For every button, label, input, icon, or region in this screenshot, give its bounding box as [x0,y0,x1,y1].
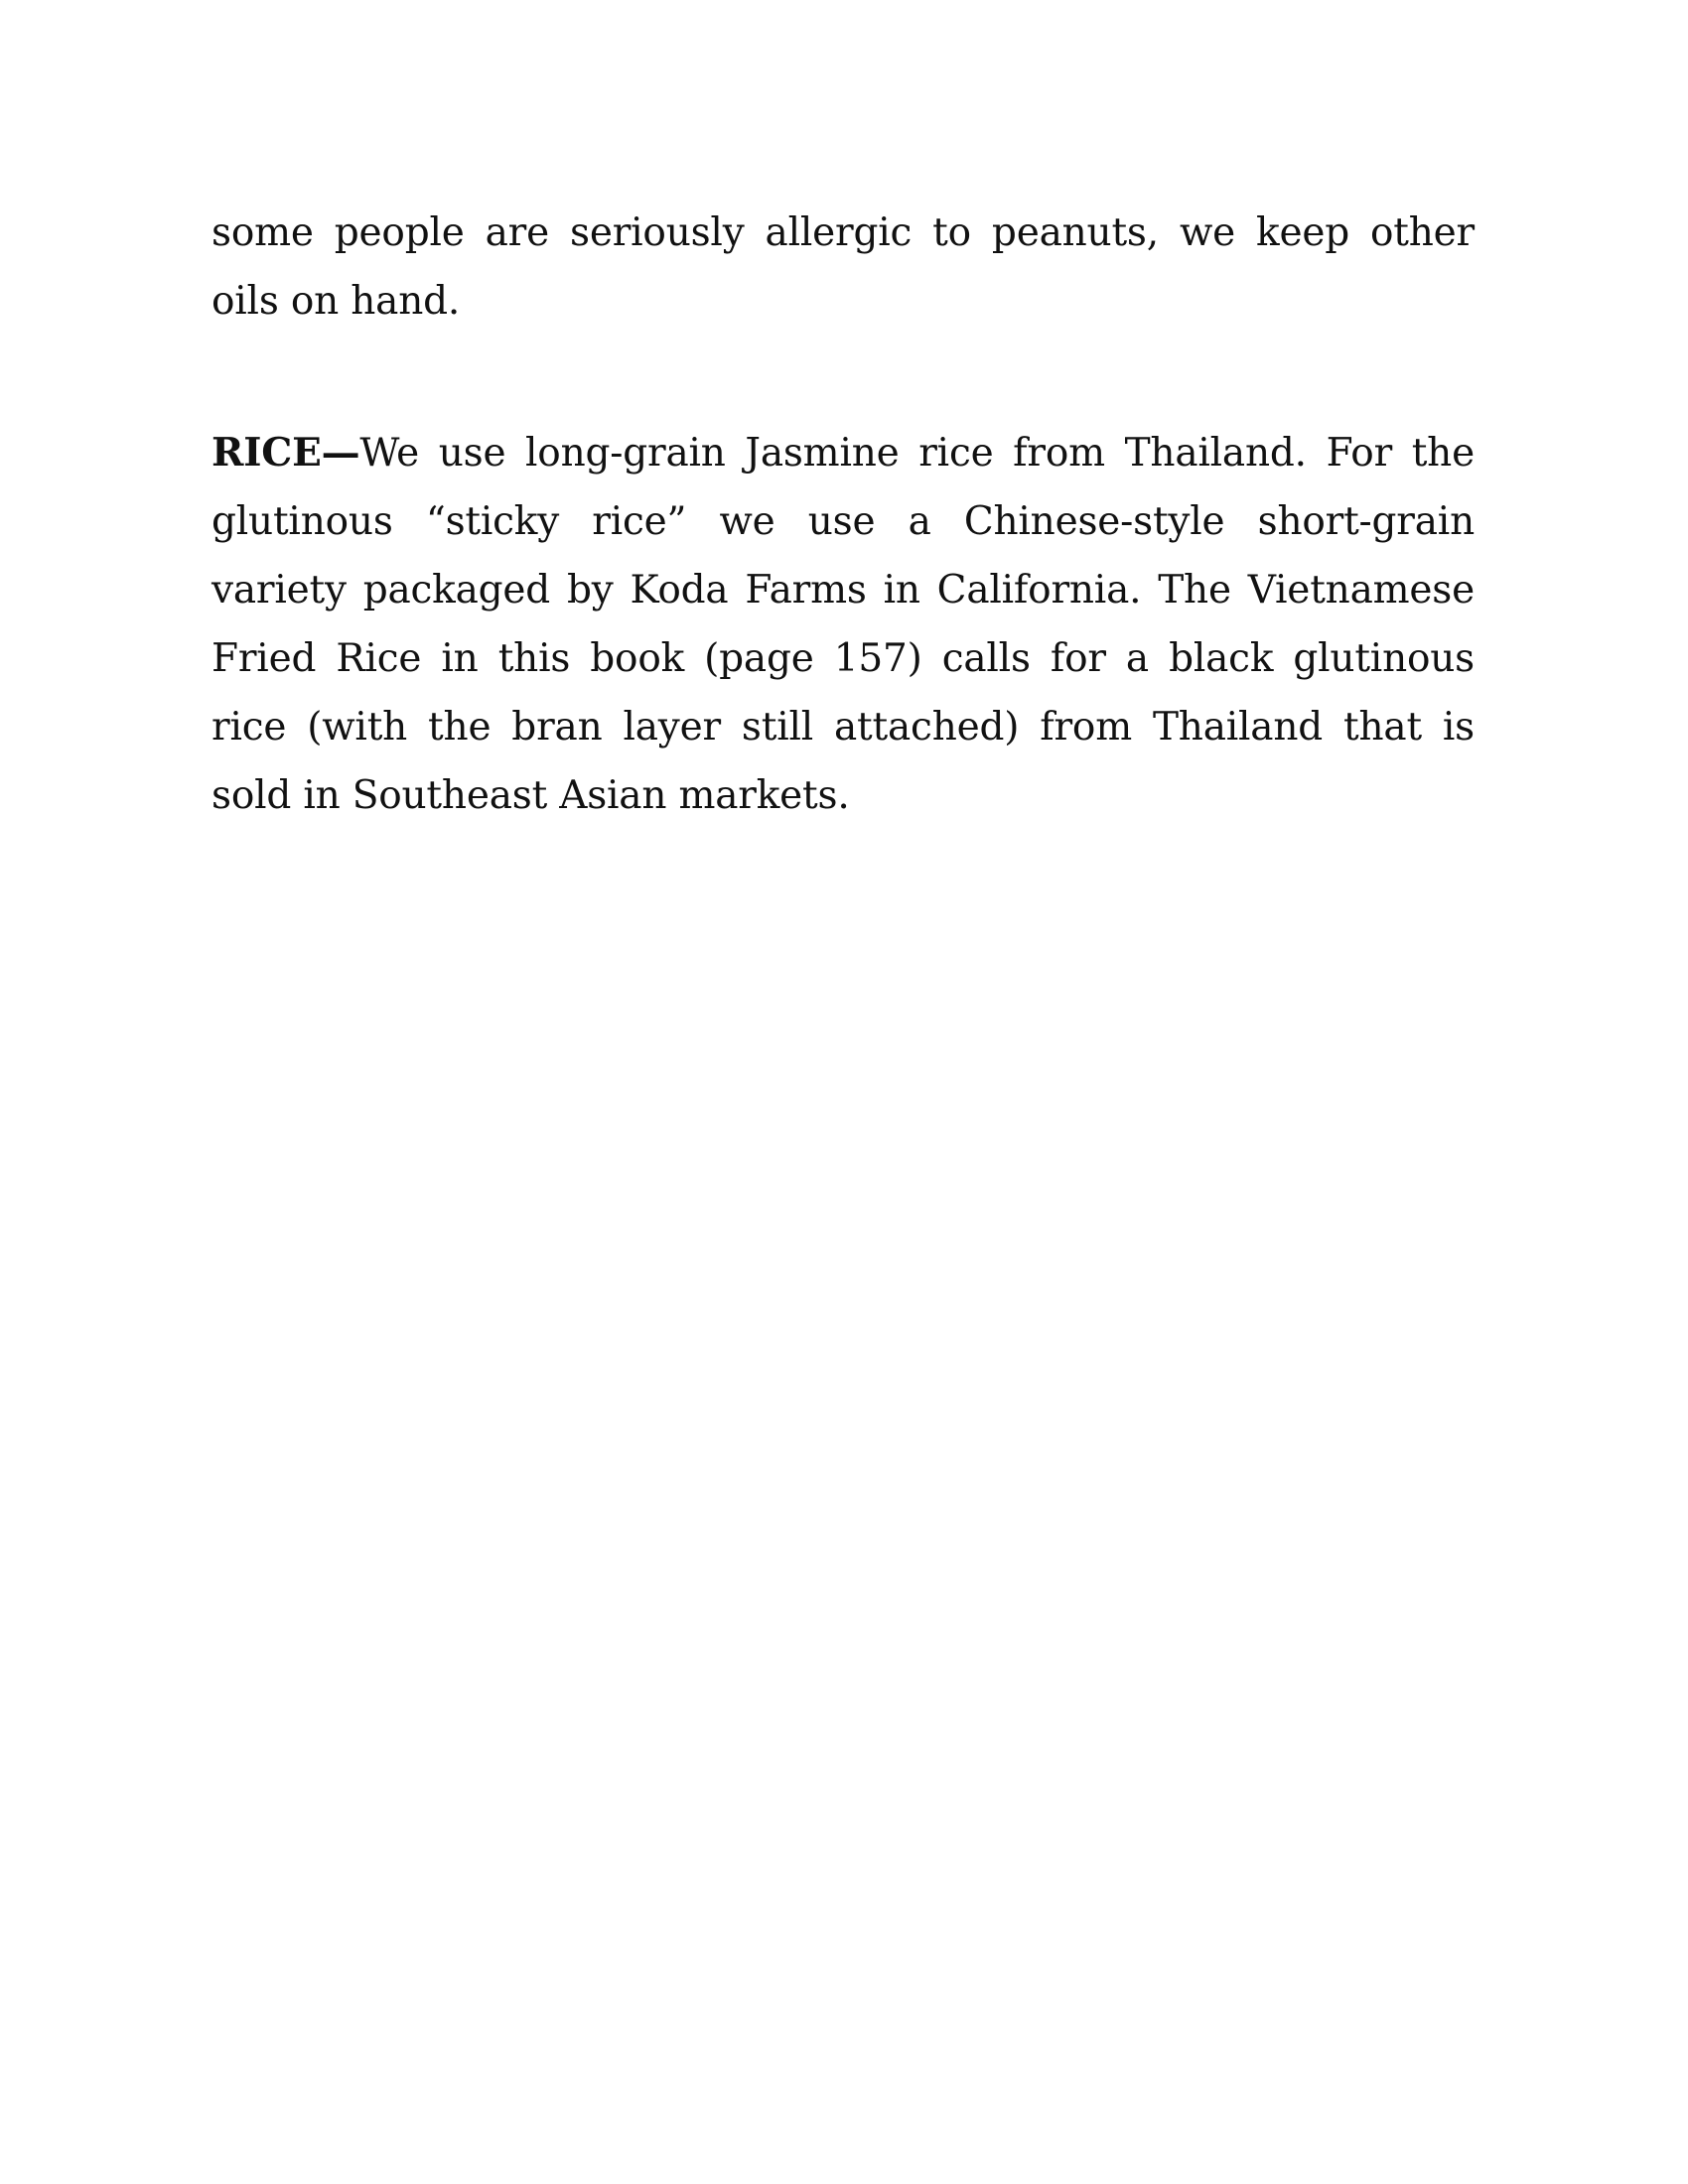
page-body [211,199,1475,830]
paragraph-rice [211,419,1475,830]
paragraph-oils-continued [211,199,1475,336]
paragraph-text: We use long-grain Jasmine rice from Thailand. For the glutinous “sticky rice” we use a Chinese-style short-grain variety packaged by Koda Farms in California. The Vietnamese Fried Rice in this book (page 157) calls for a black glutinous rice (with the bran layer still attached) from Thailand that is sold in Southeast Asian markets. [211,431,1475,818]
glossary-term-rice: RICE— [211,430,360,476]
paragraph-text: some people are seriously allergic to peanuts, we keep other oils on hand. [211,210,1475,324]
